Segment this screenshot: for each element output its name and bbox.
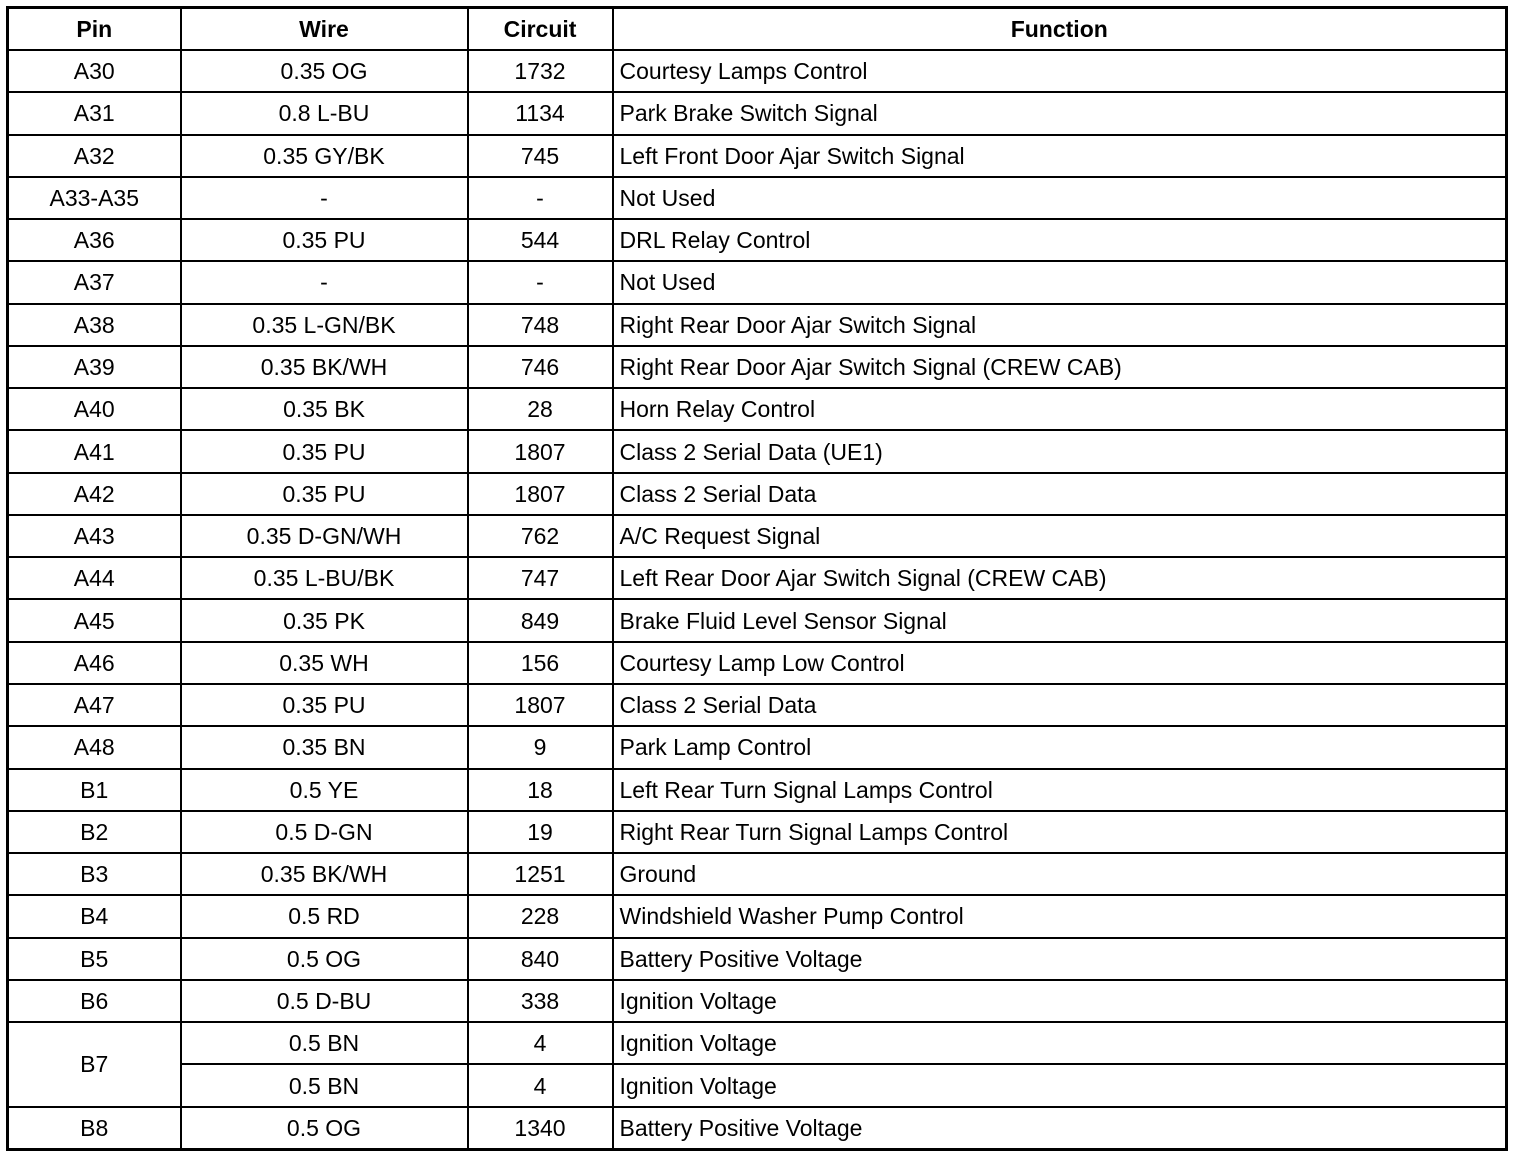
table-row [8,346,1507,388]
cell-pin: A37 [8,261,181,303]
table-row [8,515,1507,557]
cell-pin: B3 [8,853,181,895]
cell-pin: B1 [8,769,181,811]
header-pin: Pin [8,8,181,51]
cell-pin: B6 [8,980,181,1022]
cell-circuit: 745 [468,135,613,177]
cell-wire: 0.35 BK [181,388,468,430]
header-circuit: Circuit [468,8,613,51]
cell-circuit: 228 [468,895,613,937]
table-row [8,684,1507,726]
table-row [8,92,1507,134]
cell-circuit: 1807 [468,430,613,472]
cell-function: Ground [613,853,1507,895]
cell-function: Brake Fluid Level Sensor Signal [613,599,1507,641]
table-row [8,304,1507,346]
cell-function: Courtesy Lamps Control [613,50,1507,92]
cell-function: Battery Positive Voltage [613,938,1507,980]
cell-circuit: 1251 [468,853,613,895]
cell-circuit: 544 [468,219,613,261]
cell-circuit: 338 [468,980,613,1022]
cell-pin: A43 [8,515,181,557]
cell-pin: A46 [8,642,181,684]
cell-function: Ignition Voltage [613,1022,1507,1064]
cell-pin: A40 [8,388,181,430]
cell-circuit: 840 [468,938,613,980]
cell-pin: B5 [8,938,181,980]
cell-circuit: 28 [468,388,613,430]
cell-function: Left Rear Door Ajar Switch Signal (CREW CAB) [613,557,1507,599]
cell-pin: A41 [8,430,181,472]
cell-wire: 0.5 RD [181,895,468,937]
cell-pin: A45 [8,599,181,641]
cell-wire: 0.35 BK/WH [181,853,468,895]
cell-function: Horn Relay Control [613,388,1507,430]
cell-wire: 0.5 OG [181,1107,468,1150]
pin-function-table [6,6,1508,1151]
cell-wire: - [181,177,468,219]
cell-wire: 0.8 L-BU [181,92,468,134]
cell-function: Ignition Voltage [613,980,1507,1022]
cell-function: Courtesy Lamp Low Control [613,642,1507,684]
cell-circuit: 19 [468,811,613,853]
table-row [8,473,1507,515]
cell-wire: - [181,261,468,303]
table-row [8,388,1507,430]
cell-circuit: 1340 [468,1107,613,1150]
cell-function: Right Rear Turn Signal Lamps Control [613,811,1507,853]
cell-pin: A32 [8,135,181,177]
table-header-row [8,8,1507,51]
cell-pin: A48 [8,726,181,768]
cell-circuit: 1134 [468,92,613,134]
cell-pin: A39 [8,346,181,388]
cell-function: Battery Positive Voltage [613,1107,1507,1150]
table-body [8,50,1507,1150]
cell-wire: 0.5 BN [181,1064,468,1106]
table-row [8,430,1507,472]
table-row [8,642,1507,684]
cell-function: Right Rear Door Ajar Switch Signal (CREW CAB) [613,346,1507,388]
table-row [8,1022,1507,1064]
cell-wire: 0.35 PU [181,430,468,472]
cell-circuit: 9 [468,726,613,768]
cell-circuit: 1807 [468,684,613,726]
cell-wire: 0.5 OG [181,938,468,980]
header-function: Function [613,8,1507,51]
cell-pin: A44 [8,557,181,599]
cell-circuit: 762 [468,515,613,557]
cell-wire: 0.35 WH [181,642,468,684]
table-row [8,726,1507,768]
cell-pin: A36 [8,219,181,261]
cell-circuit: 747 [468,557,613,599]
table-row [8,1064,1507,1106]
cell-wire: 0.5 D-GN [181,811,468,853]
cell-wire: 0.35 GY/BK [181,135,468,177]
cell-circuit: 18 [468,769,613,811]
cell-pin: B2 [8,811,181,853]
cell-wire: 0.35 BK/WH [181,346,468,388]
cell-pin: B7 [8,1022,181,1107]
table-row [8,261,1507,303]
cell-circuit: - [468,261,613,303]
cell-circuit: 4 [468,1064,613,1106]
cell-function: Park Brake Switch Signal [613,92,1507,134]
cell-circuit: 156 [468,642,613,684]
cell-function: Right Rear Door Ajar Switch Signal [613,304,1507,346]
cell-pin: B4 [8,895,181,937]
cell-function: Class 2 Serial Data (UE1) [613,430,1507,472]
cell-function: Left Rear Turn Signal Lamps Control [613,769,1507,811]
cell-circuit: - [468,177,613,219]
cell-pin: A30 [8,50,181,92]
table-row [8,177,1507,219]
table-row [8,895,1507,937]
cell-pin: A42 [8,473,181,515]
cell-pin: A47 [8,684,181,726]
cell-wire: 0.35 PU [181,219,468,261]
table-row [8,980,1507,1022]
cell-circuit: 748 [468,304,613,346]
cell-function: Ignition Voltage [613,1064,1507,1106]
cell-function: A/C Request Signal [613,515,1507,557]
table-row [8,219,1507,261]
table-row [8,811,1507,853]
cell-function: Park Lamp Control [613,726,1507,768]
cell-wire: 0.35 PU [181,473,468,515]
cell-pin: A33-A35 [8,177,181,219]
cell-function: DRL Relay Control [613,219,1507,261]
table-row [8,135,1507,177]
cell-wire: 0.35 PK [181,599,468,641]
cell-pin: B8 [8,1107,181,1150]
cell-circuit: 1807 [468,473,613,515]
cell-function: Class 2 Serial Data [613,684,1507,726]
cell-circuit: 849 [468,599,613,641]
cell-wire: 0.35 L-BU/BK [181,557,468,599]
cell-wire: 0.5 D-BU [181,980,468,1022]
header-wire: Wire [181,8,468,51]
cell-function: Not Used [613,261,1507,303]
table-row [8,599,1507,641]
cell-function: Windshield Washer Pump Control [613,895,1507,937]
cell-wire: 0.35 PU [181,684,468,726]
cell-function: Left Front Door Ajar Switch Signal [613,135,1507,177]
cell-circuit: 1732 [468,50,613,92]
cell-wire: 0.35 OG [181,50,468,92]
table-row [8,50,1507,92]
cell-wire: 0.35 BN [181,726,468,768]
cell-pin: A31 [8,92,181,134]
cell-function: Class 2 Serial Data [613,473,1507,515]
table-row [8,938,1507,980]
cell-function: Not Used [613,177,1507,219]
table-row [8,1107,1507,1150]
cell-wire: 0.5 BN [181,1022,468,1064]
table-row [8,769,1507,811]
cell-wire: 0.35 D-GN/WH [181,515,468,557]
cell-circuit: 746 [468,346,613,388]
table-row [8,557,1507,599]
cell-pin: A38 [8,304,181,346]
cell-wire: 0.35 L-GN/BK [181,304,468,346]
cell-wire: 0.5 YE [181,769,468,811]
table-row [8,853,1507,895]
cell-circuit: 4 [468,1022,613,1064]
